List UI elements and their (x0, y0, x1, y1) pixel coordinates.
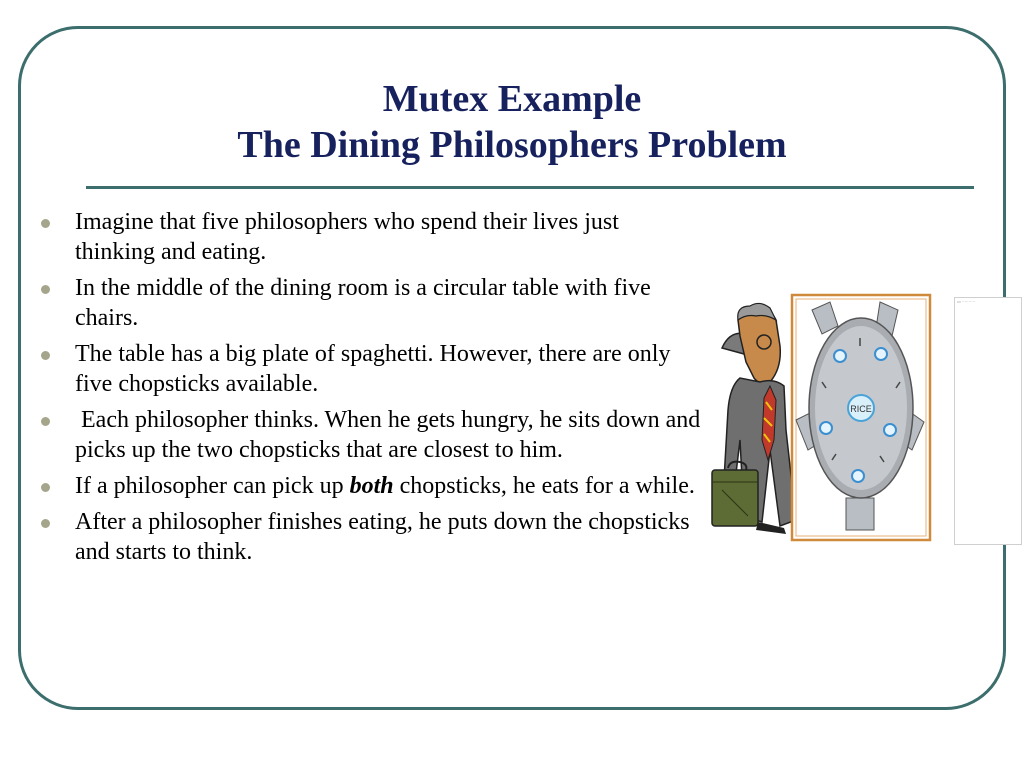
bullet-text-before: If a philosopher can pick up (75, 473, 350, 499)
bullet-item (36, 207, 704, 267)
bullet-item (36, 507, 704, 567)
bullet-text: After a philosopher finishes eating, he puts down the chopsticks and starts to think. (75, 509, 690, 565)
dining-table-icon (792, 295, 930, 540)
bullet-dot-icon (41, 219, 50, 228)
svg-text:RICE: RICE (850, 404, 872, 414)
title-line-1: Mutex Example (382, 78, 642, 120)
bullet-emphasis: both (349, 473, 394, 499)
bullet-text: In the middle of the dining room is a circular table with five chairs. (75, 275, 651, 331)
bullet-item (36, 471, 704, 501)
bullet-text: The table has a big plate of spaghetti. However, there are only five chopsticks available. (75, 341, 671, 397)
bullet-item (36, 339, 704, 399)
bullet-item (36, 405, 707, 465)
slide-title (0, 76, 1024, 168)
bullet-text-after: chopsticks, he eats for a while. (393, 473, 695, 499)
bullet-dot-icon (41, 519, 50, 528)
bullet-list (36, 207, 707, 573)
bullet-text: Imagine that five philosophers who spend their lives just thinking and eating. (75, 209, 619, 265)
bullet-text: Each philosopher thinks. When he gets hungry, he sits down and picks up the two chopsticks that are closest to him. (75, 407, 707, 463)
bullet-item (36, 273, 704, 333)
bullet-dot-icon (41, 483, 50, 492)
bullet-dot-icon (41, 285, 50, 294)
embedded-object-placeholder (954, 297, 1022, 545)
briefcase-icon (712, 462, 758, 526)
placeholder-caption: ▭ ·········· (957, 299, 976, 304)
bullet-dot-icon (41, 417, 50, 426)
bullet-dot-icon (41, 351, 50, 360)
title-divider (86, 186, 974, 189)
title-line-2: The Dining Philosophers Problem (237, 124, 787, 166)
